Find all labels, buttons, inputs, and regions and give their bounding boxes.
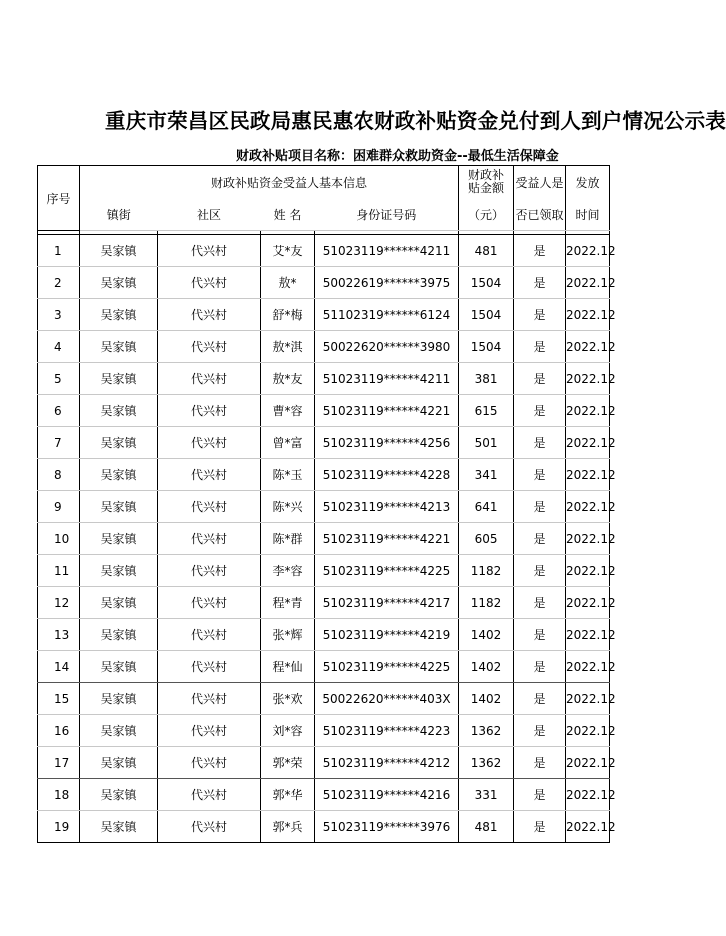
row-town: 吴家镇	[80, 427, 158, 459]
row-index: 4	[38, 331, 80, 363]
row-name: 郭*兵	[261, 811, 315, 843]
row-name: 敖*淇	[261, 331, 315, 363]
row-town: 吴家镇	[80, 459, 158, 491]
page-title: 重庆市荣昌区民政局惠民惠农财政补贴资金兑付到人到户情况公示表	[105, 109, 726, 133]
row-community: 代兴村	[158, 555, 261, 587]
row-date: 2022.12	[566, 683, 610, 715]
project-name-value: 困难群众救助资金--最低生活保障金	[353, 149, 559, 164]
table-row	[38, 331, 610, 363]
row-community: 代兴村	[158, 299, 261, 331]
row-received: 是	[514, 715, 566, 747]
header-community: 社区	[158, 198, 261, 231]
row-town: 吴家镇	[80, 267, 158, 299]
table-row	[38, 651, 610, 683]
row-town: 吴家镇	[80, 491, 158, 523]
row-id-number: 51023119******4225	[315, 651, 459, 683]
row-received: 是	[514, 523, 566, 555]
row-id-number: 51023119******4219	[315, 619, 459, 651]
row-index: 12	[38, 587, 80, 619]
row-index: 5	[38, 363, 80, 395]
row-town: 吴家镇	[80, 523, 158, 555]
row-town: 吴家镇	[80, 715, 158, 747]
row-amount: 1182	[459, 555, 514, 587]
row-index: 18	[38, 779, 80, 811]
row-id-number: 51023119******4221	[315, 523, 459, 555]
row-received: 是	[514, 491, 566, 523]
table-row	[38, 779, 610, 811]
row-name: 张*欢	[261, 683, 315, 715]
row-date: 2022.12	[566, 715, 610, 747]
row-community: 代兴村	[158, 747, 261, 779]
row-received: 是	[514, 395, 566, 427]
row-date: 2022.12	[566, 299, 610, 331]
row-community: 代兴村	[158, 459, 261, 491]
row-date: 2022.12	[566, 267, 610, 299]
row-amount: 1504	[459, 299, 514, 331]
table-row	[38, 619, 610, 651]
row-name: 艾*友	[261, 235, 315, 267]
row-date: 2022.12	[566, 235, 610, 267]
row-index: 8	[38, 459, 80, 491]
row-amount: 1362	[459, 715, 514, 747]
row-amount: 1182	[459, 587, 514, 619]
row-date: 2022.12	[566, 779, 610, 811]
table-row	[38, 587, 610, 619]
row-received: 是	[514, 331, 566, 363]
row-id-number: 51023119******4221	[315, 395, 459, 427]
row-id-number: 51023119******3976	[315, 811, 459, 843]
row-town: 吴家镇	[80, 235, 158, 267]
row-index: 19	[38, 811, 80, 843]
row-name: 李*容	[261, 555, 315, 587]
row-received: 是	[514, 747, 566, 779]
row-date: 2022.12	[566, 619, 610, 651]
row-amount: 1402	[459, 651, 514, 683]
header-index: 序号	[38, 166, 80, 231]
row-id-number: 50022620******403X	[315, 683, 459, 715]
row-index: 3	[38, 299, 80, 331]
row-name: 程*青	[261, 587, 315, 619]
row-town: 吴家镇	[80, 651, 158, 683]
row-received: 是	[514, 235, 566, 267]
row-date: 2022.12	[566, 331, 610, 363]
row-received: 是	[514, 427, 566, 459]
row-id-number: 51023119******4212	[315, 747, 459, 779]
header-basic-info: 财政补贴资金受益人基本信息	[80, 166, 459, 199]
row-id-number: 51023119******4256	[315, 427, 459, 459]
row-id-number: 51023119******4213	[315, 491, 459, 523]
row-index: 6	[38, 395, 80, 427]
header-town: 镇街	[80, 198, 158, 231]
table-row	[38, 427, 610, 459]
row-town: 吴家镇	[80, 395, 158, 427]
row-town: 吴家镇	[80, 299, 158, 331]
row-community: 代兴村	[158, 683, 261, 715]
row-id-number: 51023119******4225	[315, 555, 459, 587]
row-amount: 605	[459, 523, 514, 555]
project-name-line	[236, 145, 559, 164]
header-row-2	[38, 198, 610, 231]
row-date: 2022.12	[566, 363, 610, 395]
header-row-1	[38, 166, 610, 199]
row-index: 10	[38, 523, 80, 555]
row-community: 代兴村	[158, 395, 261, 427]
beneficiary-table	[37, 165, 616, 843]
row-date: 2022.12	[566, 491, 610, 523]
table-row	[38, 363, 610, 395]
row-name: 敖*	[261, 267, 315, 299]
table-body	[38, 235, 616, 843]
row-name: 程*仙	[261, 651, 315, 683]
row-name: 陈*群	[261, 523, 315, 555]
row-received: 是	[514, 459, 566, 491]
row-name: 张*辉	[261, 619, 315, 651]
row-received: 是	[514, 587, 566, 619]
row-amount: 501	[459, 427, 514, 459]
row-received: 是	[514, 363, 566, 395]
row-id-number: 51102319******6124	[315, 299, 459, 331]
table-row	[38, 555, 610, 587]
row-date: 2022.12	[566, 651, 610, 683]
table-row	[38, 523, 610, 555]
row-community: 代兴村	[158, 235, 261, 267]
row-amount: 1402	[459, 619, 514, 651]
row-received: 是	[514, 555, 566, 587]
row-town: 吴家镇	[80, 587, 158, 619]
row-town: 吴家镇	[80, 683, 158, 715]
row-community: 代兴村	[158, 811, 261, 843]
table-row	[38, 747, 610, 779]
header-name: 姓 名	[261, 198, 315, 231]
row-received: 是	[514, 651, 566, 683]
row-amount: 481	[459, 235, 514, 267]
row-community: 代兴村	[158, 267, 261, 299]
row-amount: 615	[459, 395, 514, 427]
header-amount-top: 财政补贴金额	[459, 166, 514, 199]
row-name: 郭*华	[261, 779, 315, 811]
row-amount: 1504	[459, 267, 514, 299]
row-name: 郭*荣	[261, 747, 315, 779]
row-received: 是	[514, 779, 566, 811]
table-row	[38, 299, 610, 331]
row-name: 曹*容	[261, 395, 315, 427]
row-town: 吴家镇	[80, 331, 158, 363]
row-community: 代兴村	[158, 619, 261, 651]
table-row	[38, 811, 610, 843]
table-row	[38, 267, 610, 299]
row-received: 是	[514, 683, 566, 715]
row-index: 1	[38, 235, 80, 267]
table-row	[38, 459, 610, 491]
header-received-top: 受益人是	[514, 166, 566, 199]
row-received: 是	[514, 811, 566, 843]
row-name: 舒*梅	[261, 299, 315, 331]
row-date: 2022.12	[566, 459, 610, 491]
row-name: 刘*容	[261, 715, 315, 747]
header-date-top: 发放	[566, 166, 610, 199]
row-town: 吴家镇	[80, 811, 158, 843]
row-id-number: 51023119******4223	[315, 715, 459, 747]
row-date: 2022.12	[566, 395, 610, 427]
row-id-number: 50022619******3975	[315, 267, 459, 299]
row-amount: 1402	[459, 683, 514, 715]
row-community: 代兴村	[158, 331, 261, 363]
row-id-number: 51023119******4217	[315, 587, 459, 619]
project-name-label: 财政补贴项目名称：	[236, 149, 354, 164]
row-index: 2	[38, 267, 80, 299]
row-amount: 1504	[459, 331, 514, 363]
row-name: 陈*玉	[261, 459, 315, 491]
row-town: 吴家镇	[80, 779, 158, 811]
row-received: 是	[514, 619, 566, 651]
table-row	[38, 491, 610, 523]
row-date: 2022.12	[566, 523, 610, 555]
table-row	[38, 235, 610, 267]
row-amount: 331	[459, 779, 514, 811]
row-amount: 641	[459, 491, 514, 523]
row-town: 吴家镇	[80, 747, 158, 779]
row-received: 是	[514, 267, 566, 299]
row-index: 17	[38, 747, 80, 779]
row-town: 吴家镇	[80, 363, 158, 395]
row-community: 代兴村	[158, 587, 261, 619]
row-received: 是	[514, 299, 566, 331]
row-date: 2022.12	[566, 427, 610, 459]
row-index: 9	[38, 491, 80, 523]
row-amount: 381	[459, 363, 514, 395]
row-name: 陈*兴	[261, 491, 315, 523]
row-community: 代兴村	[158, 427, 261, 459]
table-row	[38, 683, 610, 715]
row-name: 敖*友	[261, 363, 315, 395]
header-amount-unit: （元）	[459, 198, 514, 231]
row-index: 14	[38, 651, 80, 683]
row-amount: 481	[459, 811, 514, 843]
row-id-number: 50022620******3980	[315, 331, 459, 363]
row-name: 曾*富	[261, 427, 315, 459]
header-id-number: 身份证号码	[315, 198, 459, 231]
row-community: 代兴村	[158, 651, 261, 683]
row-id-number: 51023119******4211	[315, 235, 459, 267]
row-index: 11	[38, 555, 80, 587]
header-date-bottom: 时间	[566, 198, 610, 231]
row-community: 代兴村	[158, 523, 261, 555]
row-town: 吴家镇	[80, 555, 158, 587]
row-community: 代兴村	[158, 363, 261, 395]
row-id-number: 51023119******4216	[315, 779, 459, 811]
row-community: 代兴村	[158, 779, 261, 811]
row-amount: 1362	[459, 747, 514, 779]
row-date: 2022.12	[566, 555, 610, 587]
row-community: 代兴村	[158, 715, 261, 747]
table-row	[38, 395, 610, 427]
header-received-bottom: 否已领取	[514, 198, 566, 231]
row-date: 2022.12	[566, 811, 610, 843]
table-row	[38, 715, 610, 747]
row-community: 代兴村	[158, 491, 261, 523]
row-id-number: 51023119******4228	[315, 459, 459, 491]
row-date: 2022.12	[566, 587, 610, 619]
row-town: 吴家镇	[80, 619, 158, 651]
row-date: 2022.12	[566, 747, 610, 779]
row-index: 7	[38, 427, 80, 459]
row-amount: 341	[459, 459, 514, 491]
row-id-number: 51023119******4211	[315, 363, 459, 395]
row-index: 15	[38, 683, 80, 715]
row-index: 13	[38, 619, 80, 651]
row-index: 16	[38, 715, 80, 747]
